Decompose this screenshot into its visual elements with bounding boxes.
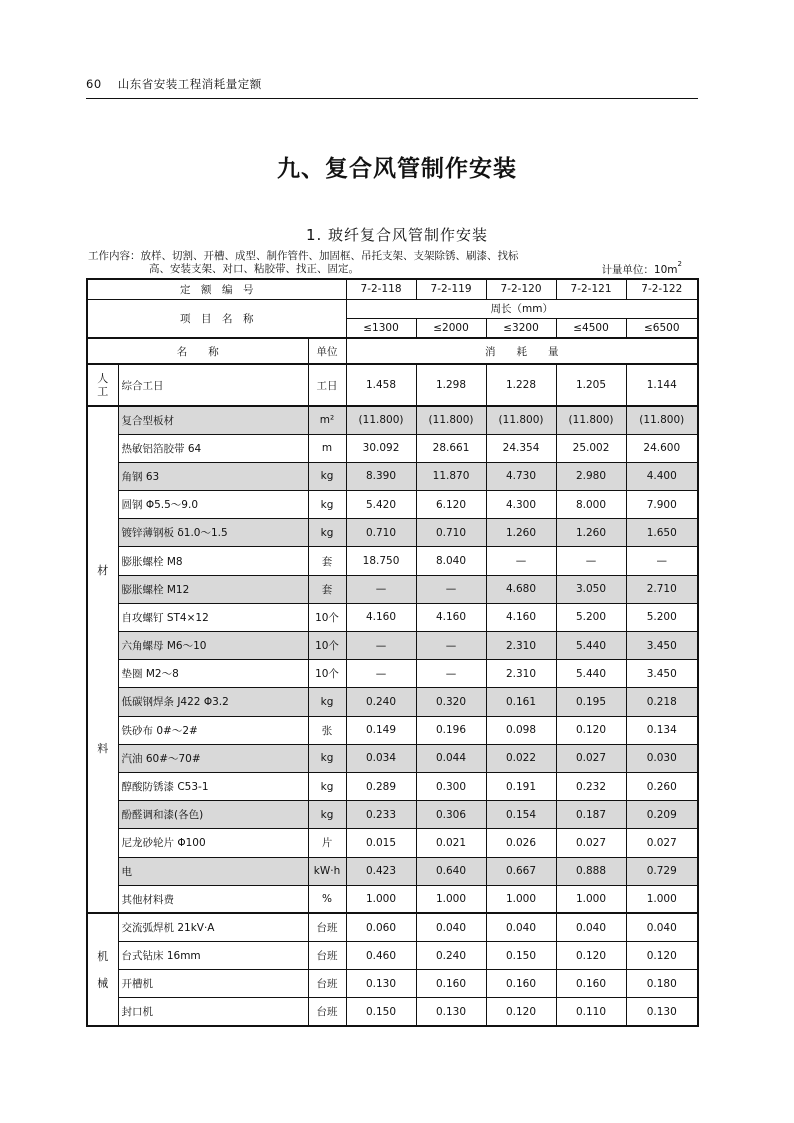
- value-cell: 0.300: [416, 772, 486, 800]
- value-cell: 0.130: [346, 970, 416, 998]
- item-unit: m: [308, 434, 346, 462]
- item-name: 角钢 63: [118, 462, 308, 490]
- value-cell: (11.800): [626, 406, 698, 434]
- range-cell: ≤1300: [346, 318, 416, 338]
- value-cell: 0.030: [626, 744, 698, 772]
- value-cell: 0.640: [416, 857, 486, 885]
- item-name: 垫圈 M2～8: [118, 660, 308, 688]
- table-row: [87, 406, 698, 434]
- value-cell: 0.154: [486, 801, 556, 829]
- range-cell: ≤2000: [416, 318, 486, 338]
- value-cell: 1.000: [486, 885, 556, 913]
- value-cell: 18.750: [346, 547, 416, 575]
- value-cell: 0.040: [486, 913, 556, 941]
- value-cell: 4.160: [346, 603, 416, 631]
- item-unit: kg: [308, 491, 346, 519]
- category-machine: [87, 913, 118, 1026]
- value-cell: (11.800): [556, 406, 626, 434]
- value-cell: 0.110: [556, 998, 626, 1026]
- code-cell: 7-2-119: [416, 279, 486, 299]
- range-cell: ≤4500: [556, 318, 626, 338]
- category-char: 材: [97, 564, 109, 578]
- perimeter-label: 周长（mm）: [346, 299, 698, 318]
- item-unit: kW·h: [308, 857, 346, 885]
- value-cell: 0.027: [626, 829, 698, 857]
- category-char: 料: [97, 742, 109, 756]
- value-cell: 4.400: [626, 462, 698, 490]
- value-cell: 0.026: [486, 829, 556, 857]
- value-cell: 0.710: [416, 519, 486, 547]
- value-cell: 0.160: [486, 970, 556, 998]
- value-cell: —: [486, 547, 556, 575]
- item-unit: 套: [308, 575, 346, 603]
- value-cell: 1.260: [556, 519, 626, 547]
- table-row: [87, 434, 698, 462]
- table-row: [87, 575, 698, 603]
- chapter-title: 九、复合风管制作安装: [277, 156, 517, 182]
- item-name: 醇酸防锈漆 C53-1: [118, 772, 308, 800]
- value-cell: 24.600: [626, 434, 698, 462]
- unit-note: [601, 262, 682, 277]
- item-unit: 套: [308, 547, 346, 575]
- value-cell: 5.440: [556, 660, 626, 688]
- value-cell: 0.240: [346, 688, 416, 716]
- perimeter-row: [87, 299, 698, 318]
- value-cell: 0.306: [416, 801, 486, 829]
- value-cell: 4.160: [486, 603, 556, 631]
- value-cell: 0.161: [486, 688, 556, 716]
- item-name: 低碳钢焊条 J422 Φ3.2: [118, 688, 308, 716]
- item-unit: 工日: [308, 364, 346, 406]
- value-cell: 0.044: [416, 744, 486, 772]
- item-unit: %: [308, 885, 346, 913]
- work-content-line1: 放样、切割、开槽、成型、制作管件、加固框、吊托支架、支架除锈、刷漆、找标: [140, 250, 519, 262]
- value-cell: 1.000: [416, 885, 486, 913]
- value-cell: 0.150: [486, 942, 556, 970]
- value-cell: 0.130: [416, 998, 486, 1026]
- book-title: 山东省安装工程消耗量定额: [117, 77, 262, 91]
- value-cell: 0.150: [346, 998, 416, 1026]
- value-cell: 0.218: [626, 688, 698, 716]
- item-name: 开槽机: [118, 970, 308, 998]
- col-consumption-header: 消 耗 量: [346, 338, 698, 364]
- value-cell: 0.667: [486, 857, 556, 885]
- value-cell: 4.730: [486, 462, 556, 490]
- value-cell: 1.298: [416, 364, 486, 406]
- item-name: 酚醛调和漆(各色): [118, 801, 308, 829]
- code-cell: 7-2-118: [346, 279, 416, 299]
- value-cell: 8.000: [556, 491, 626, 519]
- category-material: [87, 406, 118, 913]
- value-cell: 7.900: [626, 491, 698, 519]
- item-unit: kg: [308, 688, 346, 716]
- range-cell: ≤6500: [626, 318, 698, 338]
- work-content-label: 工作内容：: [88, 250, 141, 262]
- value-cell: 0.040: [626, 913, 698, 941]
- value-cell: 0.134: [626, 716, 698, 744]
- value-cell: 24.354: [486, 434, 556, 462]
- running-header: [86, 76, 698, 92]
- value-cell: 0.260: [626, 772, 698, 800]
- table-row: [87, 660, 698, 688]
- value-cell: 0.160: [556, 970, 626, 998]
- item-unit: kg: [308, 462, 346, 490]
- item-name-label: 项 目 名 称: [87, 299, 346, 338]
- value-cell: 3.450: [626, 632, 698, 660]
- value-cell: 0.040: [416, 913, 486, 941]
- item-unit: 台班: [308, 998, 346, 1026]
- value-cell: 6.120: [416, 491, 486, 519]
- work-content-line2: 高、安装支架、对口、粘胶带、找正、固定。: [149, 263, 359, 275]
- item-name: 膨胀螺栓 M8: [118, 547, 308, 575]
- value-cell: 2.980: [556, 462, 626, 490]
- item-unit: 台班: [308, 970, 346, 998]
- item-unit: 张: [308, 716, 346, 744]
- value-cell: 0.320: [416, 688, 486, 716]
- item-unit: 台班: [308, 913, 346, 941]
- item-name: 热敏铝箔胶带 64: [118, 434, 308, 462]
- value-cell: 0.060: [346, 913, 416, 941]
- item-name: 交流弧焊机 21kV·A: [118, 913, 308, 941]
- value-cell: 0.233: [346, 801, 416, 829]
- value-cell: 0.022: [486, 744, 556, 772]
- value-cell: 0.098: [486, 716, 556, 744]
- category-labor: [87, 364, 118, 406]
- value-cell: 0.191: [486, 772, 556, 800]
- value-cell: 0.015: [346, 829, 416, 857]
- value-cell: 0.120: [556, 942, 626, 970]
- value-cell: 0.423: [346, 857, 416, 885]
- value-cell: 0.120: [486, 998, 556, 1026]
- quota-table: [86, 278, 699, 1027]
- category-char: 机: [97, 949, 109, 963]
- value-cell: 0.027: [556, 829, 626, 857]
- value-cell: 0.729: [626, 857, 698, 885]
- table-row: [87, 547, 698, 575]
- item-name: 复合型板材: [118, 406, 308, 434]
- unit-note-text: 计量单位：10m: [601, 264, 678, 276]
- table-row: [87, 913, 698, 941]
- table-row: [87, 829, 698, 857]
- table-row: [87, 364, 698, 406]
- table-row: [87, 857, 698, 885]
- table-row: [87, 998, 698, 1026]
- item-name: 铁砂布 0#～2#: [118, 716, 308, 744]
- value-cell: —: [626, 547, 698, 575]
- value-cell: 0.160: [416, 970, 486, 998]
- value-cell: 1.458: [346, 364, 416, 406]
- item-unit: m²: [308, 406, 346, 434]
- item-name: 镀锌薄钢板 δ1.0～1.5: [118, 519, 308, 547]
- code-row: [87, 279, 698, 299]
- item-name: 尼龙砂轮片 Φ100: [118, 829, 308, 857]
- value-cell: —: [416, 575, 486, 603]
- value-cell: 0.209: [626, 801, 698, 829]
- value-cell: 5.200: [556, 603, 626, 631]
- item-name: 圆钢 Φ5.5～9.0: [118, 491, 308, 519]
- item-name: 自攻螺钉 ST4×12: [118, 603, 308, 631]
- unit-note-sup: 2: [677, 260, 682, 268]
- value-cell: 0.196: [416, 716, 486, 744]
- value-cell: 1.000: [626, 885, 698, 913]
- value-cell: 0.130: [626, 998, 698, 1026]
- value-cell: 1.144: [626, 364, 698, 406]
- value-cell: —: [416, 632, 486, 660]
- value-cell: 0.460: [346, 942, 416, 970]
- table-row: [87, 970, 698, 998]
- item-name: 封口机: [118, 998, 308, 1026]
- code-cell: 7-2-120: [486, 279, 556, 299]
- value-cell: (11.800): [346, 406, 416, 434]
- value-cell: 0.289: [346, 772, 416, 800]
- range-cell: ≤3200: [486, 318, 556, 338]
- value-cell: (11.800): [486, 406, 556, 434]
- value-cell: 1.205: [556, 364, 626, 406]
- value-cell: —: [346, 660, 416, 688]
- table-row: [87, 772, 698, 800]
- value-cell: 0.240: [416, 942, 486, 970]
- value-cell: 8.040: [416, 547, 486, 575]
- value-cell: —: [346, 632, 416, 660]
- value-cell: 0.187: [556, 801, 626, 829]
- item-unit: 10个: [308, 603, 346, 631]
- value-cell: —: [556, 547, 626, 575]
- item-name: 膨胀螺栓 M12: [118, 575, 308, 603]
- value-cell: 5.440: [556, 632, 626, 660]
- category-char: 工: [97, 385, 109, 398]
- table-row: [87, 688, 698, 716]
- value-cell: 0.040: [556, 913, 626, 941]
- table-row: [87, 632, 698, 660]
- value-cell: 3.450: [626, 660, 698, 688]
- item-unit: 10个: [308, 660, 346, 688]
- item-name: 汽油 60#～70#: [118, 744, 308, 772]
- table-row: [87, 519, 698, 547]
- column-header-row: [87, 338, 698, 364]
- value-cell: (11.800): [416, 406, 486, 434]
- value-cell: 30.092: [346, 434, 416, 462]
- value-cell: 0.888: [556, 857, 626, 885]
- value-cell: 2.310: [486, 632, 556, 660]
- table-row: [87, 942, 698, 970]
- value-cell: 0.027: [556, 744, 626, 772]
- header-rule: [86, 98, 698, 99]
- table-row: [87, 603, 698, 631]
- value-cell: 11.870: [416, 462, 486, 490]
- table-row: [87, 885, 698, 913]
- item-unit: kg: [308, 519, 346, 547]
- item-unit: 10个: [308, 632, 346, 660]
- value-cell: 0.195: [556, 688, 626, 716]
- value-cell: 25.002: [556, 434, 626, 462]
- section-title: 1. 玻纤复合风管制作安装: [305, 226, 489, 244]
- item-name: 台式钻床 16mm: [118, 942, 308, 970]
- item-name: 其他材料费: [118, 885, 308, 913]
- value-cell: 0.120: [626, 942, 698, 970]
- value-cell: 1.000: [556, 885, 626, 913]
- value-cell: 0.021: [416, 829, 486, 857]
- work-content: [88, 250, 618, 276]
- value-cell: 4.300: [486, 491, 556, 519]
- value-cell: 28.661: [416, 434, 486, 462]
- value-cell: 0.120: [556, 716, 626, 744]
- code-cell: 7-2-121: [556, 279, 626, 299]
- value-cell: 5.200: [626, 603, 698, 631]
- value-cell: —: [416, 660, 486, 688]
- value-cell: 4.680: [486, 575, 556, 603]
- col-unit-header: 单位: [308, 338, 346, 364]
- code-cell: 7-2-122: [626, 279, 698, 299]
- value-cell: 0.149: [346, 716, 416, 744]
- item-unit: 台班: [308, 942, 346, 970]
- value-cell: 1.000: [346, 885, 416, 913]
- item-unit: kg: [308, 744, 346, 772]
- page-number: 60: [86, 77, 102, 91]
- value-cell: 5.420: [346, 491, 416, 519]
- value-cell: 1.228: [486, 364, 556, 406]
- value-cell: 2.310: [486, 660, 556, 688]
- item-name: 电: [118, 857, 308, 885]
- value-cell: 4.160: [416, 603, 486, 631]
- category-char: 械: [97, 976, 109, 990]
- value-cell: 0.710: [346, 519, 416, 547]
- table-row: [87, 716, 698, 744]
- item-name: 综合工日: [118, 364, 308, 406]
- value-cell: 0.232: [556, 772, 626, 800]
- value-cell: 0.180: [626, 970, 698, 998]
- value-cell: —: [346, 575, 416, 603]
- value-cell: 0.034: [346, 744, 416, 772]
- value-cell: 8.390: [346, 462, 416, 490]
- category-char: 人: [97, 372, 109, 385]
- value-cell: 1.260: [486, 519, 556, 547]
- item-unit: kg: [308, 772, 346, 800]
- table-row: [87, 801, 698, 829]
- table-row: [87, 744, 698, 772]
- table-row: [87, 462, 698, 490]
- value-cell: 1.650: [626, 519, 698, 547]
- col-name-header: 名 称: [87, 338, 308, 364]
- item-unit: 片: [308, 829, 346, 857]
- code-label: 定 额 编 号: [87, 279, 346, 299]
- value-cell: 3.050: [556, 575, 626, 603]
- table-row: [87, 491, 698, 519]
- item-name: 六角螺母 M6～10: [118, 632, 308, 660]
- item-unit: kg: [308, 801, 346, 829]
- value-cell: 2.710: [626, 575, 698, 603]
